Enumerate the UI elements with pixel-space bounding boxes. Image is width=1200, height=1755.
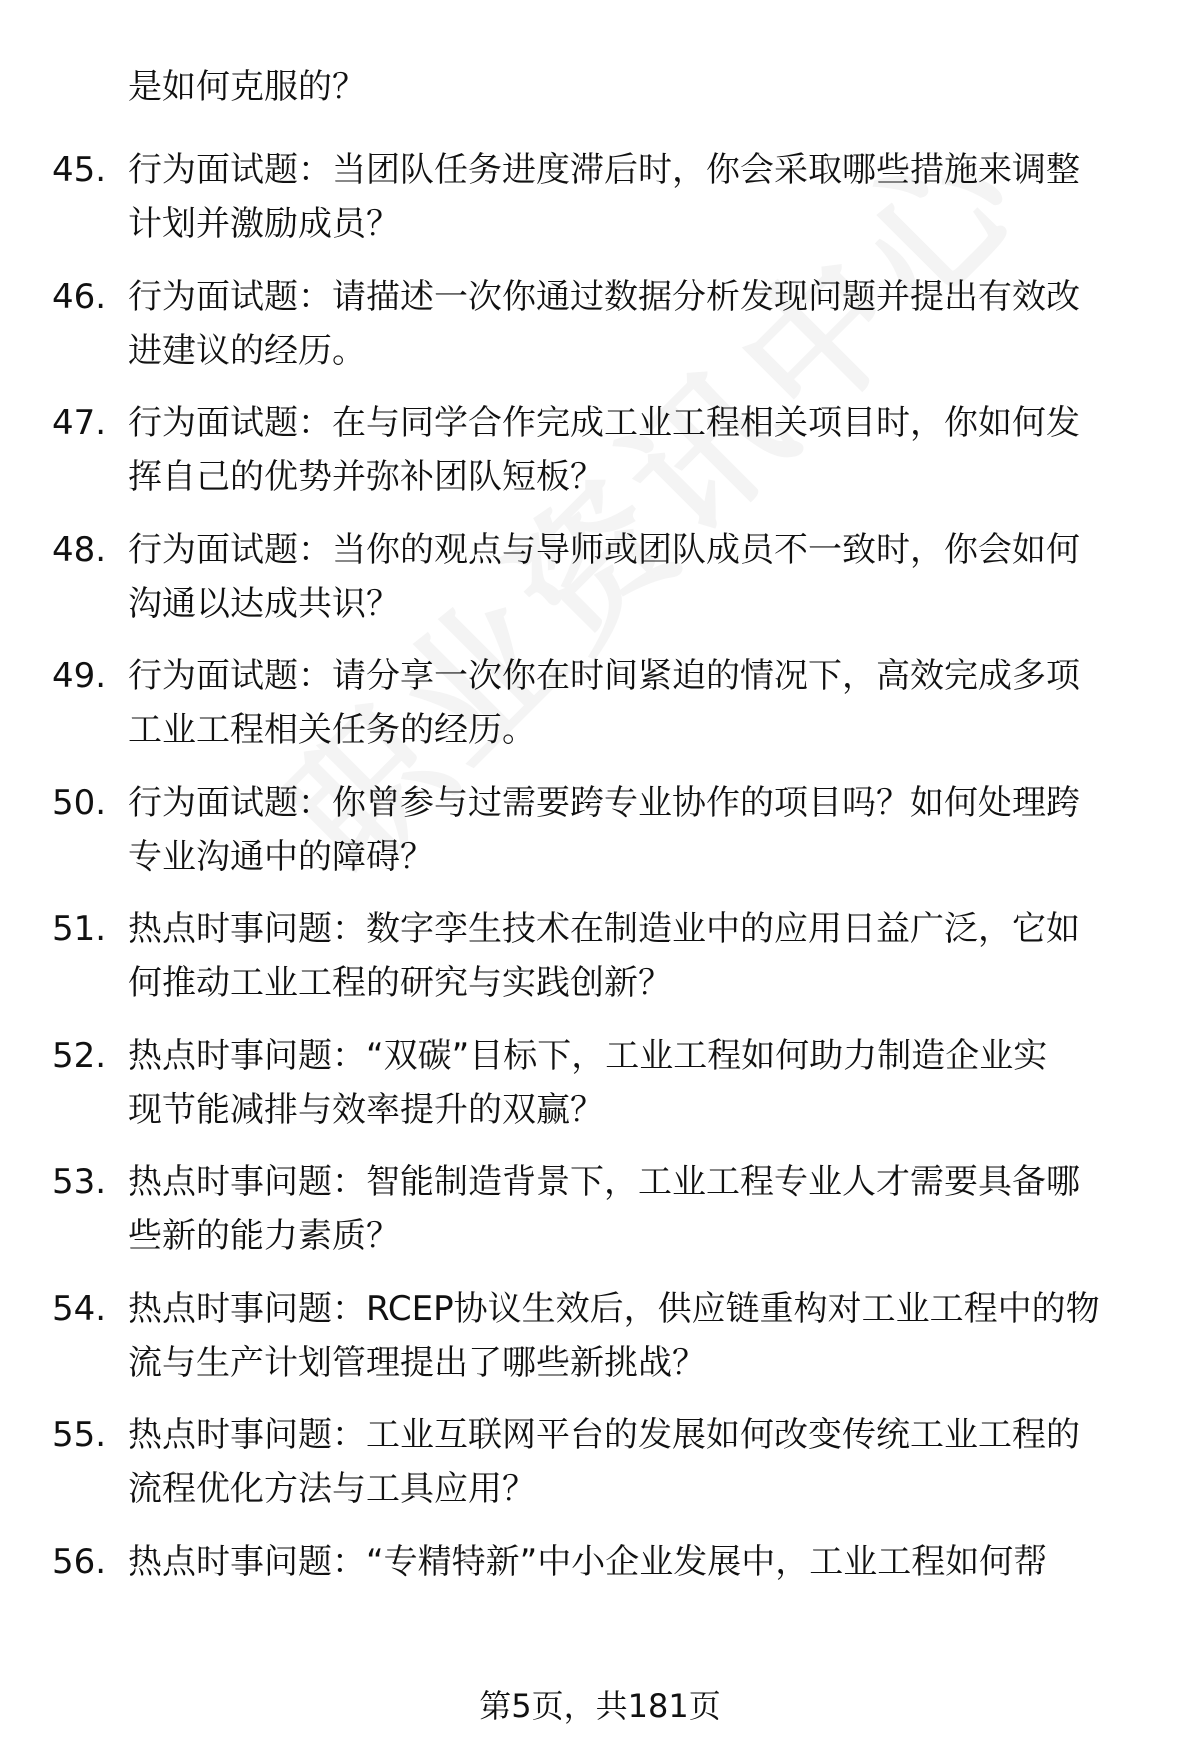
question-number: 51. [52,909,107,949]
question-text-line-1: 行为面试题：当你的观点与导师或团队成员不一致时，你会如何 [128,529,1080,570]
question-text-line-2: 进建议的经历。 [128,330,366,371]
question-text-line-1: 行为面试题：你曾参与过需要跨专业协作的项目吗？如何处理跨 [128,782,1080,823]
question-list [0,143,1200,1661]
question-item-56 [0,1535,1200,1662]
question-continuation: 是如何克服的？ [128,67,366,107]
question-number: 45. [52,150,107,190]
question-text-line-2: 流程优化方法与工具应用？ [128,1469,536,1509]
question-text-line-1: 热点时事问题：RCEP协议生效后，供应链重构对工业工程中的物 [128,1288,1100,1329]
question-text-line-2: 何推动工业工程的研究与实践创新？ [128,963,672,1003]
question-text-line-2: 计划并激励成员？ [128,204,400,244]
question-number: 54. [52,1288,107,1329]
question-text-line-1: 热点时事问题：智能制造背景下，工业工程专业人才需要具备哪 [128,1162,1080,1202]
question-item-54 [0,1282,1200,1409]
question-text-line-2: 工业工程相关任务的经历。 [128,710,536,750]
question-number: 53. [52,1162,107,1202]
question-number: 56. [52,1541,107,1582]
question-number: 50. [52,782,107,823]
question-item-52 [0,1029,1200,1156]
question-number: 49. [52,656,107,696]
question-text-line-2: 挥自己的优势并弥补团队短板？ [128,457,604,497]
question-text-line-1: 行为面试题：在与同学合作完成工业工程相关项目时，你如何发 [128,403,1080,443]
question-text-line-1: 热点时事问题：数字孪生技术在制造业中的应用日益广泛，它如 [128,909,1080,949]
question-text-line-2: 些新的能力素质？ [128,1216,400,1256]
question-text-line-2: 流与生产计划管理提出了哪些新挑战？ [128,1342,706,1383]
question-item-49 [0,649,1200,776]
question-text-line-1: 热点时事问题：“双碳”目标下，工业工程如何助力制造企业实 [128,1035,1048,1076]
question-number: 47. [52,403,107,443]
question-text-line-1: 热点时事问题：“专精特新”中小企业发展中，工业工程如何帮 [128,1541,1048,1582]
question-item-51 [0,902,1200,1029]
question-text-line-1: 行为面试题：当团队任务进度滞后时，你会采取哪些措施来调整 [128,150,1080,190]
question-text-line-1: 热点时事问题：工业互联网平台的发展如何改变传统工业工程的 [128,1415,1080,1455]
question-number: 46. [52,276,107,317]
question-item-53 [0,1155,1200,1282]
question-item-46 [0,270,1200,397]
question-item-50 [0,776,1200,903]
question-text-line-1: 行为面试题：请分享一次你在时间紧迫的情况下，高效完成多项 [128,656,1080,696]
question-text-line-1: 行为面试题：请描述一次你通过数据分析发现问题并提出有效改 [128,276,1080,317]
question-number: 55. [52,1415,107,1455]
question-text-line-2: 沟通以达成共识？ [128,583,400,624]
question-item-47 [0,396,1200,523]
question-item-45 [0,143,1200,270]
question-item-55 [0,1408,1200,1535]
question-text-line-2: 专业沟通中的障碍？ [128,836,434,877]
question-text-line-2: 现节能减排与效率提升的双赢？ [128,1089,604,1130]
question-item-48 [0,523,1200,650]
page-footer: 第5页，共181页 [479,1687,721,1725]
question-number: 48. [52,529,107,570]
question-number: 52. [52,1035,107,1076]
